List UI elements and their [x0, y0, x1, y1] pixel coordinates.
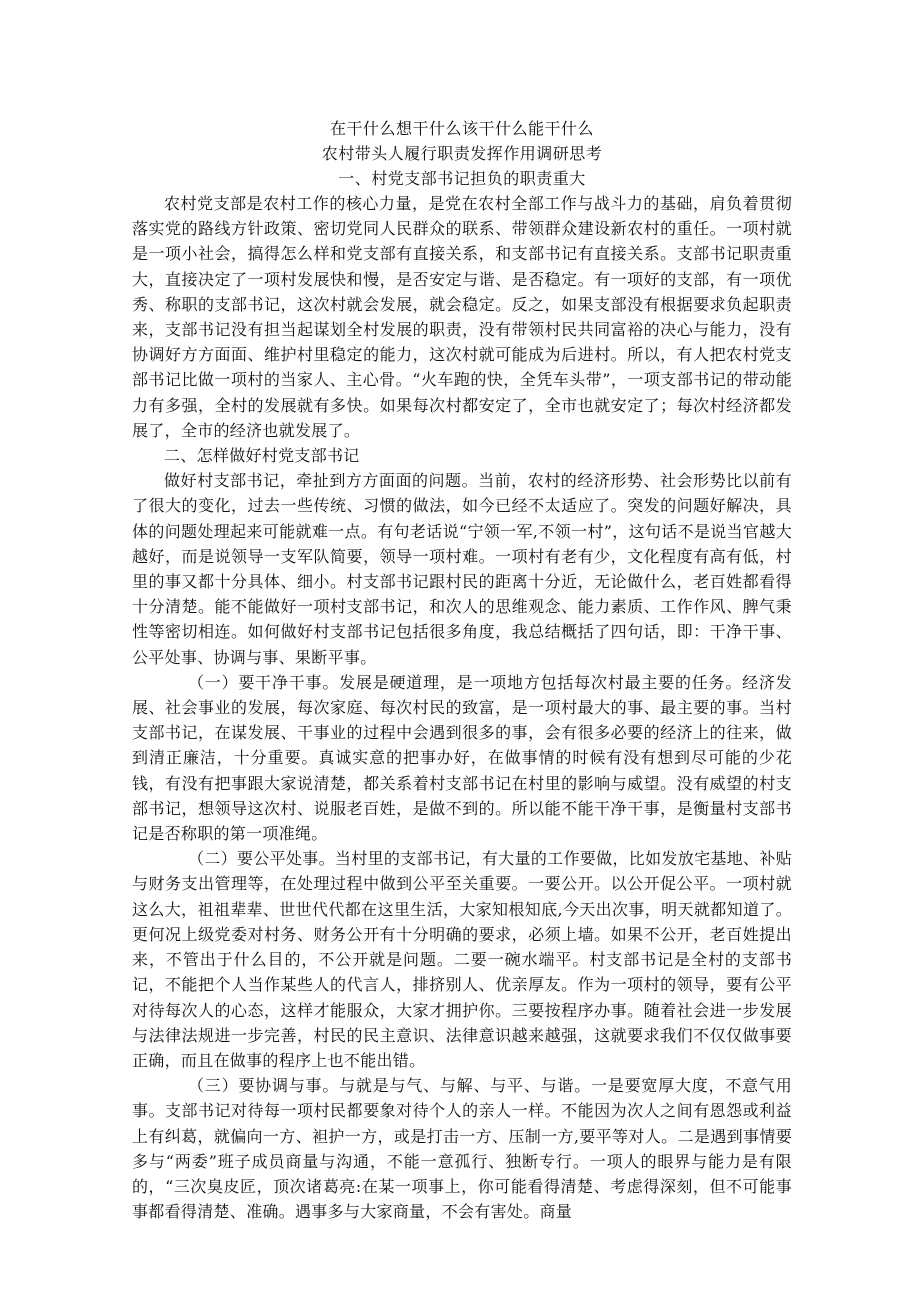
section-2-heading: 二、怎样做好村党支部书记 — [164, 446, 360, 466]
point-3-paragraph: （三）要协调与事。与就是与气、与解、与平、与谐。一是要宽厚大度，不意气用事。支部书记对待每一项村民都要象对待个人的亲人一样。不能因为次人之间有恩怨或利益上有纠葛，就偏向一方、袒护一方，或是打击一方、压制一方,要平等对人。二是遇到事情要多与“两委”班子成员商量与沟通，不能一意孤行、独断专行。一项人的眼界与能力是有限的，“三次臭皮匠，顶次诸葛亮:在某一项事上，你可能看得清楚、考虑得深刻，但不可能事事都看得清楚、准确。遇事多与大家商量，不会有害处。商量 — [132, 1076, 792, 1222]
document-page — [132, 110, 792, 1224]
section-1-heading: 一、村党支部书记担负的职责重大 — [338, 169, 586, 188]
section-1-paragraph: 农村党支部是农村工作的核心力量，是党在农村全部工作与战斗力的基础，肩负着贯彻落实党的路线方针政策、密切党同人民群众的联系、带领群众建设新农村的重任。一项村就是一项小社会，搞得怎么样和党支部有直接关系，和支部书记有直接关系。支部书记职责重大，直接决定了一项村发展快和慢，是否安定与谐、是否稳定。有一项好的支部，有一项优秀、称职的支部书记，这次村就会发展，就会稳定。反之，如果支部没有根据要求负起职责来，支部书记没有担当起谋划全村发展的职责，没有带领村民共同富裕的决心与能力，没有协调好方方面面、维护村里稳定的能力，这次村就可能成为后进村。所以，有人把农村党支部书记比做一项村的当家人、主心骨。“火车跑的快，全凭车头带”，一项支部书记的带动能力有多强，全村的发展就有多快。如果每次村都安定了，全市也就安定了；每次村经济都发展了，全市的经济也就发展了。 — [132, 194, 792, 440]
section-2-paragraph: 做好村支部书记，牵扯到方方面面的问题。当前，农村的经济形势、社会形势比以前有了很大的变化，过去一些传统、习惯的做法，如今已经不太适应了。突发的问题好解决，具体的问题处理起来可能就难一点。有句老话说“宁领一军,不领一村”，这句话不是说当官越大越好，而是说领导一支军队简要，领导一项村难。一项村有老有少，文化程度有高有低，村里的事又都十分具体、细小。村支部书记跟村民的距离十分近，无论做什么，老百姓都看得十分清楚。能不能做好一项村支部书记，和次人的思维观念、能力素质、工作作风、脾气秉性等密切相连。如何做好村支部书记包括很多角度，我总结概括了四句话，即：干净干事、公平处事、协调与事、果断平事。 — [132, 471, 792, 667]
point-1-paragraph: （一）要干净干事。发展是硬道理，是一项地方包括每次村最主要的任务。经济发展、社会事业的发展，每次家庭、每次村民的致富，是一项村最大的事、最主要的事。当村支部书记，在谋发展、干事业的过程中会遇到很多的事，会有很多必要的经济上的往来，做到清正廉洁，十分重要。真诚实意的把事办好，在做事情的时候有没有想到尽可能的少花钱，有没有把事跟大家说清楚，都关系着村支部书记在村里的影响与威望。没有威望的村支部书记，想领导这次村、说服老百姓，是做不到的。所以能不能干净干事，是衡量村支部书记是否称职的第一项准绳。 — [132, 672, 792, 844]
document-title-line-1: 在干什么想干什么该干什么能干什么 — [329, 119, 594, 138]
point-2-paragraph: （二）要公平处事。当村里的支部书记，有大量的工作要做，比如发放宅基地、补贴与财务支出管理等，在处理过程中做到公平至关重要。一要公开。以公开促公平。一项村就这么大，祖祖辈辈、世世代代都在这里生活，大家知根知底,今天出次事，明天就都知道了。更何况上级党委对村务、财务公开有十分明确的要求，必须上墙。如果不公开，老百姓提出来，不管出于什么目的，不公开就是问题。二要一碗水端平。村支部书记是全村的支部书记，不能把个人当作某些人的代言人，排挤别人、优亲厚友。作为一项村的领导，要有公平对待每次人的心态，这样才能服众，大家才拥护你。三要按程序办事。随着社会进一步发展与法律法规进一步完善，村民的民主意识、法律意识越来越强，这就要求我们不仅仅做事要正确，而且在做事的程序上也不能出错。 — [132, 849, 792, 1070]
document-title-line-2: 农村带头人履行职责发挥作用调研思考 — [321, 144, 603, 163]
